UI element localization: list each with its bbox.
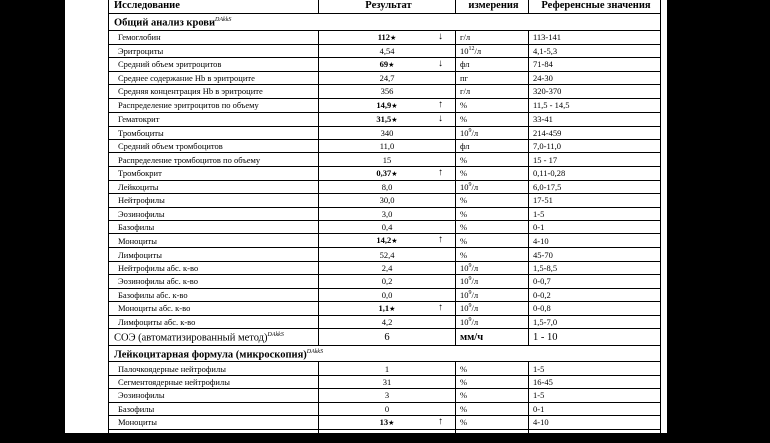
esr-row [109, 329, 661, 346]
unit-cell: мм/ч [456, 329, 529, 346]
reference-cell: 0-0,2 [529, 288, 661, 301]
result-cell [319, 234, 456, 248]
result-cell [319, 71, 456, 84]
test-name: Гемоглобин [109, 30, 319, 44]
unit-cell: % [456, 362, 529, 375]
unit-cell: % [456, 153, 529, 166]
flag-star-icon: ★ [388, 418, 395, 427]
result-cell [319, 248, 456, 261]
result-cell [319, 415, 456, 429]
header-result: Результат [319, 0, 456, 14]
result-value: 69 [379, 58, 389, 69]
table-row [109, 301, 661, 315]
section-header-row [109, 345, 661, 362]
reference-cell: 7,0-11,0 [529, 140, 661, 153]
source-mark: DAkkS [306, 348, 324, 355]
reference-cell: 15 - 17 [529, 153, 661, 166]
unit-cell: % [456, 375, 529, 388]
result-value: 30,0 [379, 195, 395, 206]
unit-cell: $10^9/л$ [456, 180, 529, 193]
result-cell [319, 112, 456, 126]
unit-cell: $10^{12}/л$ [456, 44, 529, 57]
table-row [109, 375, 661, 388]
unit-cell: г/л [456, 30, 529, 44]
unit-cell: фл [456, 57, 529, 71]
section-header [109, 345, 661, 362]
result-cell [319, 315, 456, 328]
test-name: Тромбокрит [109, 166, 319, 180]
result-value: 356 [380, 86, 394, 97]
result-value: 1 [384, 363, 390, 374]
table-row [109, 30, 661, 44]
unit-cell: $10^9/л$ [456, 288, 529, 301]
result-cell [319, 275, 456, 288]
table-row [109, 415, 661, 429]
result-value: 11,0 [379, 141, 395, 152]
result-cell [319, 207, 456, 220]
section-title: СОЭ (автоматизированный метод) [114, 332, 268, 344]
flag-star-icon: ★ [391, 237, 398, 246]
result-value: 31 [382, 376, 392, 387]
result-cell [319, 30, 456, 44]
test-name: Средняя концентрация Hb в эритроците [109, 85, 319, 98]
header-test: Исследование [109, 0, 319, 14]
test-name: Лимфоциты [109, 429, 319, 442]
table-row [109, 221, 661, 234]
section-title: Общий анализ крови [114, 17, 216, 29]
reference-cell: 6,0-17,5 [529, 180, 661, 193]
result-value: 6 [384, 331, 390, 343]
table-row [109, 44, 661, 57]
unit-cell: % [456, 98, 529, 112]
test-name: Эозинофилы абс. к-во [109, 275, 319, 288]
unit-cell: % [456, 234, 529, 248]
arrow-up-icon: ↑ [438, 234, 443, 246]
unit-cell: фл [456, 140, 529, 153]
reference-cell: 1,5-8,5 [529, 261, 661, 274]
unit-cell: % [456, 194, 529, 207]
result-value: 4,2 [381, 317, 393, 328]
result-value: 1,1 [378, 302, 390, 313]
unit-cell: % [456, 415, 529, 429]
reference-cell: 1 - 10 [529, 329, 661, 346]
result-value: 0 [384, 403, 390, 414]
result-value: 14,2 [376, 235, 392, 246]
unit-cell: $10^9/л$ [456, 275, 529, 288]
test-name: Лимфоциты абс. к-во [109, 315, 319, 328]
result-cell [319, 329, 456, 346]
test-name: Тромбоциты [109, 126, 319, 139]
table-row [109, 207, 661, 220]
result-cell [319, 180, 456, 193]
table-row [109, 429, 661, 442]
result-value: 14,9 [376, 99, 392, 110]
result-cell [319, 261, 456, 274]
result-cell [319, 375, 456, 388]
table-row [109, 389, 661, 402]
header-reference: Референсные значения [529, 0, 661, 14]
test-name: Базофилы [109, 402, 319, 415]
result-value: 0,4 [381, 222, 393, 233]
table-row [109, 166, 661, 180]
test-name: Моноциты [109, 234, 319, 248]
arrow-down-icon: ↓ [438, 112, 443, 124]
arrow-down-icon: ↓ [438, 30, 443, 42]
reference-cell: 0-0,8 [529, 301, 661, 315]
result-value: 340 [380, 127, 394, 138]
reference-cell: 0-1 [529, 402, 661, 415]
reference-cell: 1-5 [529, 362, 661, 375]
flag-star-icon: ★ [389, 304, 396, 313]
result-cell [319, 166, 456, 180]
table-row [109, 402, 661, 415]
test-name: Нейтрофилы [109, 194, 319, 207]
table-row [109, 71, 661, 84]
test-name: Эозинофилы [109, 207, 319, 220]
section-title-cell [109, 329, 319, 346]
section-header-row [109, 14, 661, 31]
unit-cell: $10^9/л$ [456, 301, 529, 315]
header-units: измерения [456, 0, 529, 14]
result-cell [319, 221, 456, 234]
table-row [109, 234, 661, 248]
reference-cell: 0,11-0,28 [529, 166, 661, 180]
result-cell [319, 44, 456, 57]
flag-star-icon: ★ [391, 115, 398, 124]
table-row [109, 288, 661, 301]
result-value: 112 [377, 31, 390, 42]
unit-cell: $10^9/л$ [456, 315, 529, 328]
table-row [109, 275, 661, 288]
test-name: Сегментоядерные нейтрофилы [109, 375, 319, 388]
flag-star-icon: ★ [391, 101, 398, 110]
table-row [109, 126, 661, 139]
table-row [109, 180, 661, 193]
result-value: 31,5 [376, 113, 392, 124]
reference-cell: 11,5 - 14,5 [529, 98, 661, 112]
flag-star-icon: ★ [391, 169, 398, 178]
arrow-up-icon: ↑ [438, 166, 443, 178]
test-name: Эозинофилы [109, 389, 319, 402]
unit-cell: $10^9/л$ [456, 261, 529, 274]
test-name: Распределение эритроцитов по объему [109, 98, 319, 112]
result-value: 4,54 [379, 45, 395, 56]
result-cell [319, 85, 456, 98]
result-cell [319, 301, 456, 315]
test-name: Моноциты абс. к-во [109, 301, 319, 315]
table-row [109, 85, 661, 98]
result-value: 13 [379, 416, 389, 427]
test-name: Базофилы [109, 221, 319, 234]
table-row [109, 153, 661, 166]
result-cell [319, 57, 456, 71]
result-value: 15 [382, 154, 392, 165]
test-name: Распределение тромбоцитов по объему [109, 153, 319, 166]
flag-star-icon: ★ [388, 60, 395, 69]
section-header [109, 14, 661, 31]
test-name: Средний объем тромбоцитов [109, 140, 319, 153]
test-name: Лейкоциты [109, 180, 319, 193]
source-mark: DAkkS [267, 332, 284, 339]
result-value: 3 [384, 390, 390, 401]
unit-cell: % [456, 389, 529, 402]
result-value: 52,4 [379, 249, 395, 260]
table-row [109, 112, 661, 126]
reference-cell: 1,5-7,0 [529, 315, 661, 328]
reference-cell: 17-51 [529, 194, 661, 207]
table-row [109, 57, 661, 71]
unit-cell: % [456, 248, 529, 261]
table-row [109, 261, 661, 274]
unit-cell: % [456, 221, 529, 234]
table-row [109, 140, 661, 153]
source-mark: DAkkS [215, 17, 232, 23]
test-name: Эритроциты [109, 44, 319, 57]
reference-cell: 1-5 [529, 207, 661, 220]
arrow-down-icon: ↓ [438, 57, 443, 69]
arrow-up-icon: ↑ [438, 415, 443, 427]
result-cell [319, 194, 456, 207]
table-row [109, 194, 661, 207]
reference-cell: 0-1 [529, 221, 661, 234]
arrow-up-icon: ↑ [438, 98, 443, 110]
unit-cell: % [456, 166, 529, 180]
reference-cell: 214-459 [529, 126, 661, 139]
result-value: 2,4 [381, 262, 393, 273]
reference-cell: 4,1-5,3 [529, 44, 661, 57]
result-cell [319, 362, 456, 375]
test-name: Лимфоциты [109, 248, 319, 261]
unit-cell: % [456, 112, 529, 126]
test-name: Базофилы абс. к-во [109, 288, 319, 301]
result-cell [319, 140, 456, 153]
result-value: 0,0 [381, 289, 393, 300]
reference-cell: 4-10 [529, 234, 661, 248]
test-name: Гематокрит [109, 112, 319, 126]
table-row [109, 362, 661, 375]
reference-cell: 0-0,7 [529, 275, 661, 288]
result-cell [319, 153, 456, 166]
test-name: Средний объем эритроцитов [109, 57, 319, 71]
reference-cell: 45-70 [529, 429, 661, 442]
unit-cell: % [456, 402, 529, 415]
unit-cell: % [456, 207, 529, 220]
report-page [65, 0, 667, 442]
table-header-row [109, 0, 661, 14]
section-title: Лейкоцитарная формула (микроскопия) [114, 349, 307, 361]
reference-cell: 45-70 [529, 248, 661, 261]
test-name: Среднее содержание Hb в эритроците [109, 71, 319, 84]
reference-cell: 320-370 [529, 85, 661, 98]
table-row [109, 248, 661, 261]
test-name: Палочкоядерные нейтрофилы [109, 362, 319, 375]
table-row [109, 98, 661, 112]
reference-cell: 4-10 [529, 415, 661, 429]
result-value: 24,7 [379, 73, 395, 84]
result-value: 0,37 [376, 167, 392, 178]
result-cell [319, 402, 456, 415]
result-cell [319, 126, 456, 139]
result-cell [319, 429, 456, 442]
flag-star-icon: ★ [390, 33, 397, 42]
results-body [109, 14, 661, 443]
result-cell [319, 288, 456, 301]
unit-cell: $10^9/л$ [456, 126, 529, 139]
reference-cell: 24-30 [529, 71, 661, 84]
result-value: 3,0 [381, 208, 393, 219]
reference-cell: 71-84 [529, 57, 661, 71]
result-value: 52 [382, 431, 392, 442]
unit-cell: пг [456, 71, 529, 84]
reference-cell: 1-5 [529, 389, 661, 402]
unit-cell: г/л [456, 85, 529, 98]
reference-cell: 33-41 [529, 112, 661, 126]
unit-cell: % [456, 429, 529, 442]
result-cell [319, 98, 456, 112]
result-value: 8,0 [381, 182, 393, 193]
test-name: Моноциты [109, 415, 319, 429]
reference-cell: 16-45 [529, 375, 661, 388]
table-row [109, 315, 661, 328]
result-cell [319, 389, 456, 402]
result-value: 0,2 [381, 276, 393, 287]
arrow-up-icon: ↑ [438, 301, 443, 313]
test-name: Нейтрофилы абс. к-во [109, 261, 319, 274]
reference-cell: 113-141 [529, 30, 661, 44]
results-table [108, 0, 661, 443]
